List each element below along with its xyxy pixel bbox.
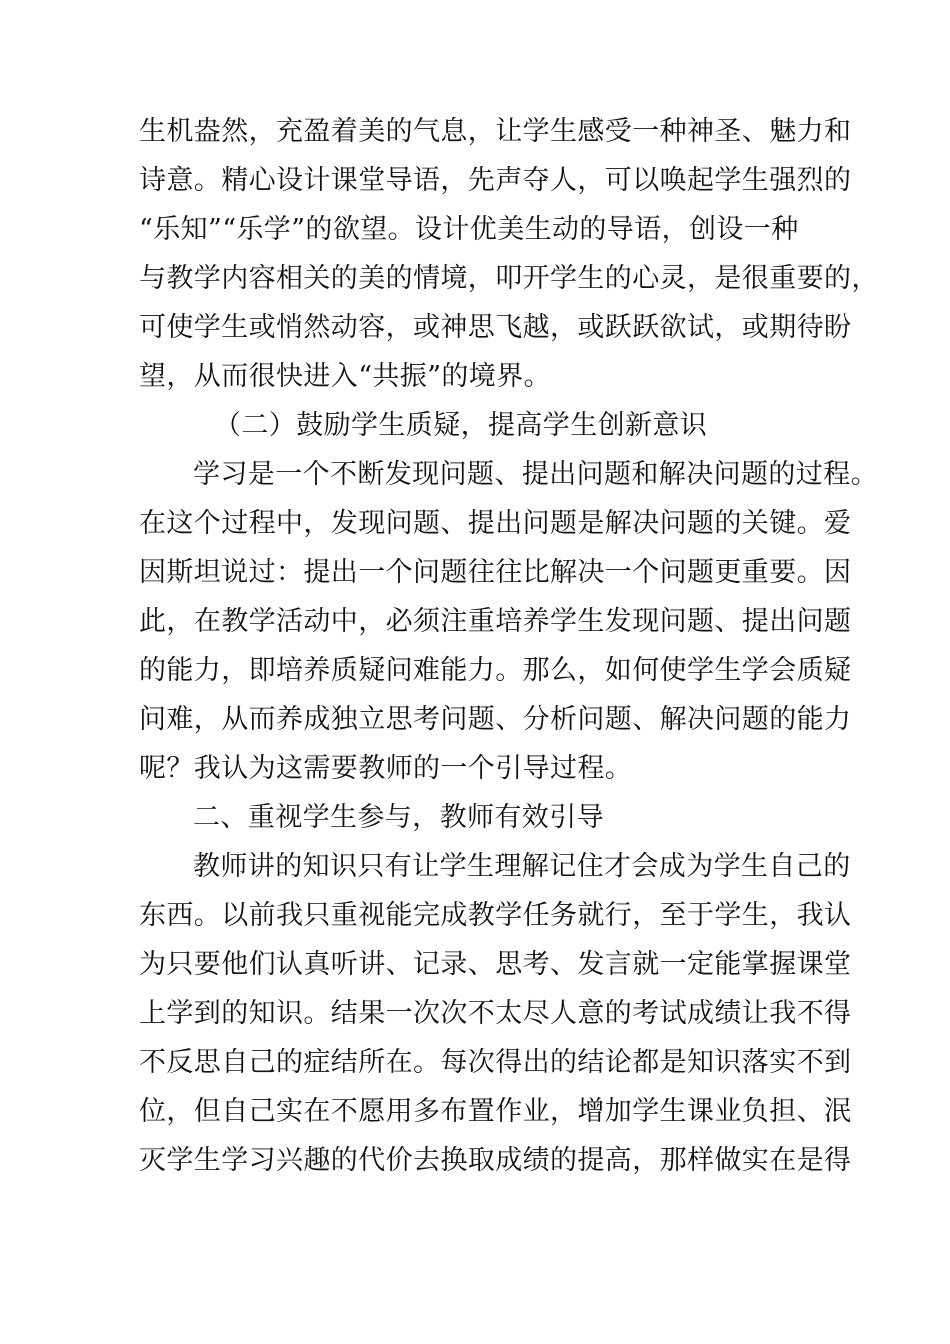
text-line: “乐知”“乐学”的欲望。设计优美生动的导语，创设一种 [139,214,799,245]
document-body [139,107,879,1185]
text-line: 可使学生或悄然动容，或神思飞越，或跃跃欲试，或期待盼 [139,312,852,343]
text-line: 学习是一个不断发现问题、提出问题和解决问题的过程。 [193,459,878,490]
heading-text: 二、重视学生参与，教师有效引导 [193,802,604,833]
text-line: 与教学内容相关的美的情境，叩开学生的心灵，是很重要的， [139,263,879,294]
text-line: 教师讲的知识只有让学生理解记住才会成为学生自己的 [193,851,851,882]
heading-student-participation [139,793,829,842]
text-line: 生机盎然，充盈着美的气息，让学生感受一种神圣、魅力和 [139,116,852,147]
paragraph-intro-continuation [139,107,879,401]
paragraph-questioning [139,450,878,793]
text-line: 上学到的知识。结果一次次不太尽人意的考试成绩让我不得 [139,998,852,1029]
text-line: 呢？我认为这需要教师的一个引导过程。 [139,753,633,784]
subheading-text: （二）鼓励学生质疑，提高学生创新意识 [214,410,708,441]
text-line: 因斯坦说过：提出一个问题往往比解决一个问题更重要。因 [139,557,852,588]
subheading-encourage-questioning [139,401,829,450]
text-line: 灭学生学习兴趣的代价去换取成绩的提高，那样做实在是得 [139,1145,852,1176]
text-line: 为只要他们认真听讲、记录、思考、发言就一定能掌握课堂 [139,949,852,980]
text-line: 位，但自己实在不愿用多布置作业，增加学生课业负担、泯 [139,1096,852,1127]
text-line: 此，在教学活动中，必须注重培养学生发现问题、提出问题 [139,606,852,637]
text-line: 的能力，即培养质疑问难能力。那么，如何使学生学会质疑 [139,655,852,686]
text-line: 东西。以前我只重视能完成教学任务就行，至于学生，我认 [139,900,852,931]
text-line: 望，从而很快进入“共振”的境界。 [139,361,552,392]
text-line: 诗意。精心设计课堂导语，先声夺人，可以唤起学生强烈的 [139,165,852,196]
text-line: 不反思自己的症结所在。每次得出的结论都是知识落实不到 [139,1047,852,1078]
paragraph-teacher-guidance [139,842,852,1185]
text-line: 问难，从而养成独立思考问题、分析问题、解决问题的能力 [139,704,852,735]
text-line: 在这个过程中，发现问题、提出问题是解决问题的关键。爱 [139,508,852,539]
